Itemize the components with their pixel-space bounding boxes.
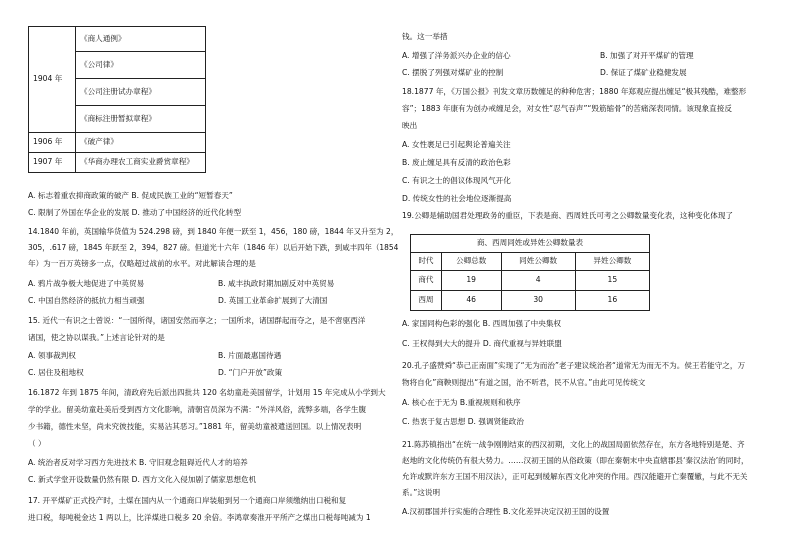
law-table-year-1904: 1904 年	[29, 27, 76, 133]
q20-option-cd: C. 热衷于复古思想 D. 强调贤能政治	[402, 417, 524, 426]
q17-option-b: B. 加强了对开平煤矿的管理	[600, 51, 694, 60]
q21-stem: 允许或默许东方王国不用汉法），正可起到缓解东西文化冲突的作用。西汉能避开亡秦覆辙，与此不无关	[402, 472, 748, 481]
gong-table-header: 异姓公卿数	[575, 253, 649, 271]
q18-stem: 映出	[402, 121, 418, 130]
q14-option-c: C. 中国自然经济的抵抗力相当顽强	[28, 296, 145, 305]
q18-option-a: A. 女性裹足已引起舆论普遍关注	[402, 140, 511, 149]
q15-option-a: A. 领事裁判权	[28, 351, 76, 360]
q17-stem-continued: 钱。这一举措	[402, 32, 448, 41]
gong-table	[410, 234, 650, 311]
q17-stem: 17. 开平煤矿正式投产时，土煤在国内从一个通商口岸装船到另一个通商口岸须缴纳出口税和复	[28, 496, 347, 505]
q20-stem: 物将自化”商鞅则提出“有道之国，治不听君，民不从官。”由此可见传统文	[402, 378, 646, 387]
gong-table-cell: 4	[501, 271, 575, 291]
law-table-law: 《破产律》	[76, 133, 206, 153]
q17-option-c: C. 摆脱了列强对煤矿业的控制	[402, 68, 504, 77]
q19-option-ab: A. 家国同构色彩的强化 B. 西周加强了中央集权	[402, 319, 562, 328]
q16-stem: 少书籍，德性未坚，尚未究彼技能，实易沾其恶习。”1881 年，留美幼童被遣送回国。以上情况表明	[28, 422, 362, 431]
law-table-law: 《商标注册暂拟章程》	[76, 106, 206, 133]
q13-option-cd: C. 限制了外国在华企业的发展 D. 推动了中国经济的近代化转型	[28, 208, 242, 217]
law-table-law: 《公司注册试办章程》	[76, 79, 206, 106]
q15-stem: 诸国，使之协以谋我。”上述言论针对的是	[28, 333, 165, 342]
q15-option-b: B. 片面最惠国待遇	[218, 351, 282, 360]
gong-table-header: 公卿总数	[441, 253, 501, 271]
q18-option-d: D. 传统女性的社会地位逐渐提高	[402, 194, 512, 203]
q13-option-ab: A. 标志着重农抑商政策的破产 B. 促成民族工业的“短暂春天”	[28, 191, 233, 200]
q21-stem: 系。”这说明	[402, 488, 441, 497]
gong-table-title: 商、西周同姓或异姓公卿数量表	[411, 235, 650, 253]
q17-option-d: D. 保证了煤矿业稳健发展	[600, 68, 687, 77]
gong-table-cell: 西周	[411, 291, 442, 311]
q21-stem: 21.陈苏镇指出“在统一战争刚刚结束的西汉初期，文化上的战国局面依然存在，东方各地特别是楚、齐	[402, 440, 745, 449]
q19-stem: 19.公卿是辅助国君处理政务的重臣，下表是商、西周姓氏可考之公卿数量变化表，这种变化体现了	[402, 211, 734, 220]
gong-table-cell: 46	[441, 291, 501, 311]
q18-option-b: B. 废止缠足具有反清的政治色彩	[402, 158, 511, 167]
gong-table-header: 同姓公卿数	[501, 253, 575, 271]
q14-option-b: B. 咸丰执政时期加剧反对中英贸易	[218, 279, 335, 288]
law-table-law: 《商人通例》	[76, 27, 206, 52]
q16-stem: 学的学业。留美幼童赴美后受到西方文化影响，清朝官员深为不满：“外洋风俗，流弊多端，各学生腹	[28, 405, 367, 414]
q17-stem: 进口税，每吨税金达 1 两以上，比洋煤进口税多 20 余倍。李鸿章奏准开平所产之煤出口税每吨减为 1	[28, 513, 371, 522]
left-column	[28, 0, 398, 560]
q15-option-c: C. 居住及租地权	[28, 368, 84, 377]
law-table	[28, 26, 206, 173]
table-row	[411, 271, 650, 291]
q14-option-d: D. 英国工业革命扩展到了大清国	[218, 296, 328, 305]
law-table-law: 《华商办理农工商实业爵赏章程》	[76, 153, 206, 173]
q19-option-cd: C. 王权得到大大的提升 D. 商代重视与异姓联盟	[402, 339, 562, 348]
q14-stem: 305，.617 磅，1845 年跃至 2，394，827 磅。但道光十六年（1846 年）以后开始下跌，到咸丰四年（1854	[28, 243, 399, 252]
q18-option-c: C. 有识之士的倡议体现风气开化	[402, 176, 511, 185]
gong-table-cell: 16	[575, 291, 649, 311]
q16-stem: （ ）	[28, 439, 46, 448]
law-table-law: 《公司律》	[76, 52, 206, 79]
q21-option-ab: A.汉初郡国并行实施的合理性 B.文化差异决定汉初王国的设置	[402, 507, 610, 516]
gong-table-header: 时代	[411, 253, 442, 271]
q14-stem: 14.1840 年前，英国输华货值为 524.298 磅，到 1840 年便一跃至 1，456，180 磅，1844 年又升至为 2，	[28, 227, 399, 236]
table-row	[411, 291, 650, 311]
q16-stem: 16.1872 年到 1875 年间，清政府先后派出四批共 120 名幼童赴美国留学，计划用 15 年完成从小学到大	[28, 388, 386, 397]
q15-stem: 15. 近代一有识之士曾说：“一国所得，诸国安然而享之；一国所求，诸国群起而夺之，是不啻驱西洋	[28, 316, 366, 325]
q20-option-ab: A. 核心在于无为 B.重视规则和秩序	[402, 398, 521, 407]
q21-stem: 赵地的文化传统仍有很大势力。……汉初王国的从俗政策（即在秦朝末中央直辖郡县‘秦汉法治’的同时，	[402, 456, 749, 465]
gong-table-cell: 30	[501, 291, 575, 311]
q14-option-a: A. 鸦片战争极大地促进了中英贸易	[28, 279, 145, 288]
q16-option-ab: A. 统治者反对学习西方先进技术 B. 守旧观念阻碍近代人才的培养	[28, 458, 248, 467]
q18-stem: 容”；1883 年康有为创办戒缠足会，对女性“忍气吞声”“毁筋缩骨”的苦痛深表同情。该现象直接反	[402, 104, 732, 113]
q17-option-a: A. 增强了洋务派兴办企业的信心	[402, 51, 511, 60]
q14-stem: 年）为一百万英镑多一点，仅略超过战前的水平。对此解读合理的是	[28, 259, 256, 268]
law-table-year-1906: 1906 年	[29, 133, 76, 153]
gong-table-cell: 商代	[411, 271, 442, 291]
q16-option-cd: C. 新式学堂开设数量仍然有限 D. 西方文化入侵加剧了儒家思想危机	[28, 475, 257, 484]
q20-stem: 20.孔子盛赞舜“恭己正南面”实现了“无为而治”老子建议统治者“道常无为而无不为。侯王若能守之，万	[402, 361, 746, 370]
q15-option-d: D. “门户开放”政策	[218, 368, 283, 377]
law-table-year-1907: 1907 年	[29, 153, 76, 173]
gong-table-cell: 15	[575, 271, 649, 291]
q18-stem: 18.1877 年，《万国公报》刊发文章历数缠足的种种危害；1880 年郑观应提出缠足“极其残酷，难整形	[402, 87, 747, 96]
right-column	[402, 0, 772, 560]
gong-table-cell: 19	[441, 271, 501, 291]
